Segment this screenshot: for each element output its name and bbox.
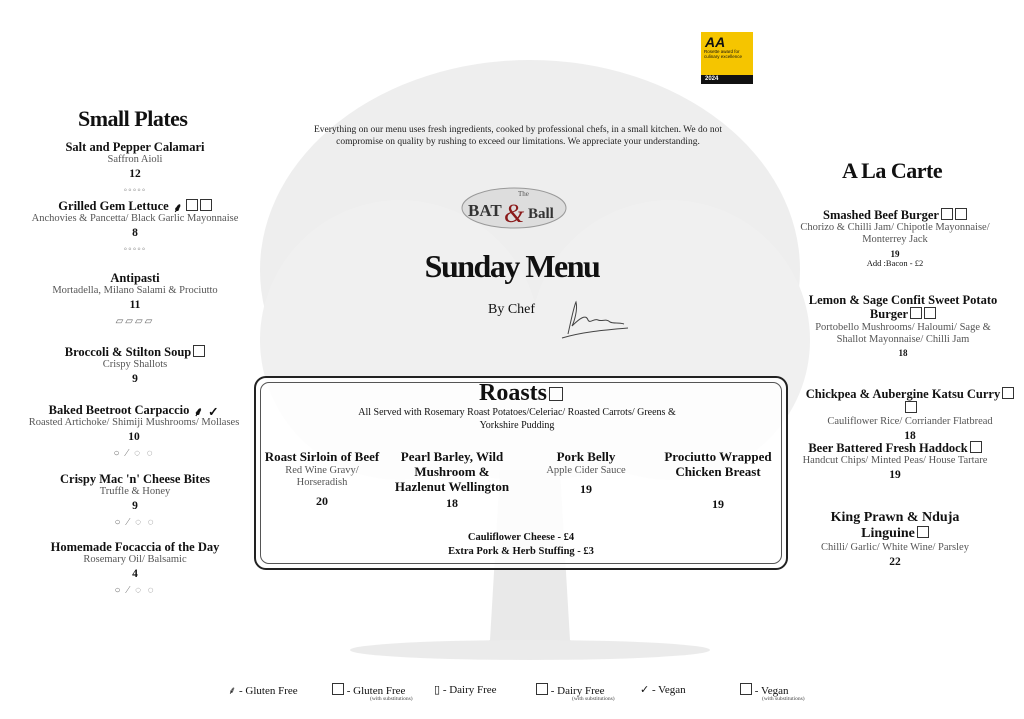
small-plates-title: Small Plates xyxy=(78,106,188,131)
item-desc: Rosemary Oil/ Balsamic xyxy=(83,554,187,566)
item-name: King Prawn & Nduja Linguine xyxy=(830,510,960,542)
item-desc: Portobello Mushrooms/ Haloumi/ Sage & Shallot Mayonnaise/ Chilli Jam xyxy=(815,321,991,345)
item-name: Baked Beetroot Carpaccio xyxy=(48,403,190,417)
item-name: Grilled Gem Lettuce xyxy=(58,199,169,213)
by-chef-label: By Chef xyxy=(488,302,536,317)
aa-award-year: 2024 xyxy=(701,75,753,84)
roast-item xyxy=(260,450,384,509)
item-price: 19 xyxy=(889,469,901,482)
item-desc: Chilli/ Garlic/ White Wine/ Parsley xyxy=(821,542,969,554)
legend-gluten-free-subs-note: (with substitutions) xyxy=(370,696,413,702)
gluten-free-icon: ⸙ xyxy=(172,201,183,215)
legend-dairy-free-subs-note: (with substitutions) xyxy=(572,696,615,702)
legend-vegan-subs: - Vegan xyxy=(738,683,788,697)
page-title: Sunday Menu xyxy=(424,248,600,284)
small-plate-item xyxy=(20,345,250,387)
bat-and-ball-logo xyxy=(460,186,568,230)
small-plate-item xyxy=(20,199,250,255)
divider-ornament: ◦◦◦◦◦ xyxy=(123,243,147,255)
gluten-free-subs-icon xyxy=(332,683,344,695)
logo-amp: & xyxy=(504,199,525,228)
legend-vegan: ✓ - Vegan xyxy=(640,684,686,696)
legend-vegan-subs-note: (with substitutions) xyxy=(762,696,805,702)
a-la-carte-item xyxy=(800,387,1020,443)
divider-ornament: ◦◦◦◦◦ xyxy=(123,184,147,196)
item-desc: Chorizo & Chilli Jam/ Chipotle Mayonnaise/ Monterrey Jack xyxy=(800,222,990,246)
logo-bat: BAT xyxy=(468,201,502,220)
chef-signature xyxy=(558,296,630,342)
item-name: Prociutto Wrapped Chicken Breast xyxy=(664,449,772,479)
item-desc: Truffle & Honey xyxy=(99,486,171,498)
item-name: Pork Belly xyxy=(556,449,616,464)
item-price: 19 xyxy=(712,496,724,511)
item-name: Roast Sirloin of Beef xyxy=(264,449,380,464)
small-plate-item xyxy=(20,472,250,528)
roast-item xyxy=(522,450,650,497)
gluten-free-subs-icon xyxy=(917,526,929,538)
item-desc: Apple Cider Sauce xyxy=(546,464,626,476)
a-la-carte-item xyxy=(810,510,980,569)
gluten-free-subs-icon xyxy=(549,387,563,401)
legend-gluten-free: ⸙ - Gluten Free xyxy=(228,685,298,697)
a-la-carte-title: A La Carte xyxy=(842,158,943,183)
item-name: Antipasti xyxy=(110,271,160,285)
item-price: 20 xyxy=(316,494,328,509)
dairy-free-subs-icon xyxy=(955,208,967,220)
item-price: 9 xyxy=(132,500,138,513)
a-la-carte-item xyxy=(800,441,990,483)
item-name: Smashed Beef Burger xyxy=(823,208,939,222)
item-price: 18 xyxy=(904,429,916,442)
gluten-free-subs-icon xyxy=(193,345,205,357)
dairy-free-icon: ▯ xyxy=(434,684,441,696)
roast-item xyxy=(656,450,780,512)
roasts-title: Roasts xyxy=(256,380,786,407)
gluten-free-icon: ⸙ xyxy=(193,405,204,419)
item-price: 12 xyxy=(129,168,141,181)
gluten-free-subs-icon xyxy=(924,307,936,319)
dairy-free-icon xyxy=(200,199,212,211)
legend-dairy-free: ▯ - Dairy Free xyxy=(434,684,497,696)
item-name: Pearl Barley, Wild Mushroom & Hazlenut Wellington xyxy=(394,449,510,494)
meat-icons: ▱▱▱▱ xyxy=(115,315,155,327)
item-price: 8 xyxy=(132,227,138,240)
item-price: 11 xyxy=(129,299,141,312)
item-name: Salt and Pepper Calamari xyxy=(65,140,205,154)
a-la-carte-item xyxy=(800,293,1006,358)
item-name: Lemon & Sage Confit Sweet Potato Burger xyxy=(808,293,998,322)
item-price: 9 xyxy=(132,373,138,386)
item-price: 18 xyxy=(446,495,458,510)
item-desc: Cauliflower Rice/ Corriander Flatbread xyxy=(827,415,993,427)
item-desc: Mortadella, Milano Salami & Prociutto xyxy=(52,285,218,297)
item-name: Homemade Focaccia of the Day xyxy=(50,540,220,554)
intro-text: Everything on our menu uses fresh ingredients, cooked by professional chefs, in a small kitchen. We do not compromise on quality by rushing to exceed our limitations. We appreciate your understanding. xyxy=(314,125,722,148)
item-price: 18 xyxy=(898,347,908,358)
item-price: 4 xyxy=(132,568,138,581)
gluten-free-subs-icon xyxy=(970,441,982,453)
logo-the: The xyxy=(518,190,529,198)
allergen-icons: ○ ⁄ ◌ ◌ xyxy=(114,584,156,596)
item-price: 22 xyxy=(889,556,901,569)
roasts-subtitle: All Served with Rosemary Roast Potatoes/Celeriac/ Roasted Carrots/ Greens & Yorkshire Pudding xyxy=(358,407,676,431)
item-desc: Crispy Shallots xyxy=(102,359,168,371)
logo-ball: Ball xyxy=(528,206,554,222)
a-la-carte-item xyxy=(800,208,990,269)
vegan-icon: ✓ xyxy=(208,405,219,419)
item-name: Chickpea & Aubergine Katsu Curry xyxy=(805,387,1001,401)
vegan-subs-icon xyxy=(1002,387,1014,399)
allergen-icons: ○ ⁄ ◌ ◌ xyxy=(113,447,155,459)
vegan-subs-icon xyxy=(186,199,198,211)
small-plate-item xyxy=(20,271,250,327)
item-name: Crispy Mac 'n' Cheese Bites xyxy=(60,472,210,486)
roasts-section xyxy=(254,376,788,570)
aa-award-text: Rosette award for culinary excellence xyxy=(704,49,743,59)
item-name: Broccoli & Stilton Soup xyxy=(64,345,192,359)
roast-item xyxy=(390,450,514,511)
roast-extra: Extra Pork & Herb Stuffing - £3 xyxy=(448,546,594,557)
dairy-free-icon xyxy=(905,401,917,413)
aa-rosette-badge xyxy=(701,32,753,84)
gluten-free-icon: ⸙ xyxy=(228,685,237,697)
item-desc: Roasted Artichoke/ Shimiji Mushrooms/ Mollases xyxy=(28,417,240,429)
item-desc: Red Wine Gravy/ Horseradish xyxy=(285,464,359,488)
item-desc: Anchovies & Pancetta/ Black Garlic Mayonnaise xyxy=(31,213,239,225)
item-desc: Handcut Chips/ Minted Peas/ House Tartare xyxy=(802,455,988,467)
gluten-free-subs-icon xyxy=(941,208,953,220)
vegan-subs-icon xyxy=(740,683,752,695)
item-name: Beer Battered Fresh Haddock xyxy=(808,441,968,455)
small-plate-item xyxy=(14,403,254,459)
legend-gluten-free-subs: - Gluten Free xyxy=(330,683,405,697)
legend-dairy-free-subs: - Dairy Free xyxy=(534,683,605,697)
small-plate-item xyxy=(20,540,250,596)
dairy-free-subs-icon xyxy=(536,683,548,695)
vegan-icon: ✓ xyxy=(640,684,650,696)
vegan-subs-icon xyxy=(910,307,922,319)
small-plate-item xyxy=(20,140,250,196)
item-price: 10 xyxy=(128,431,140,444)
item-extra: Add :Bacon - £2 xyxy=(866,257,924,268)
item-price: 19 xyxy=(580,482,592,496)
allergen-icons: ○ ⁄ ◌ ◌ xyxy=(114,516,156,528)
item-price: 19 xyxy=(890,248,900,259)
item-desc: Saffron Aioli xyxy=(107,154,163,166)
aa-logo: AA xyxy=(705,34,726,50)
roast-extra: Cauliflower Cheese - £4 xyxy=(467,532,575,543)
